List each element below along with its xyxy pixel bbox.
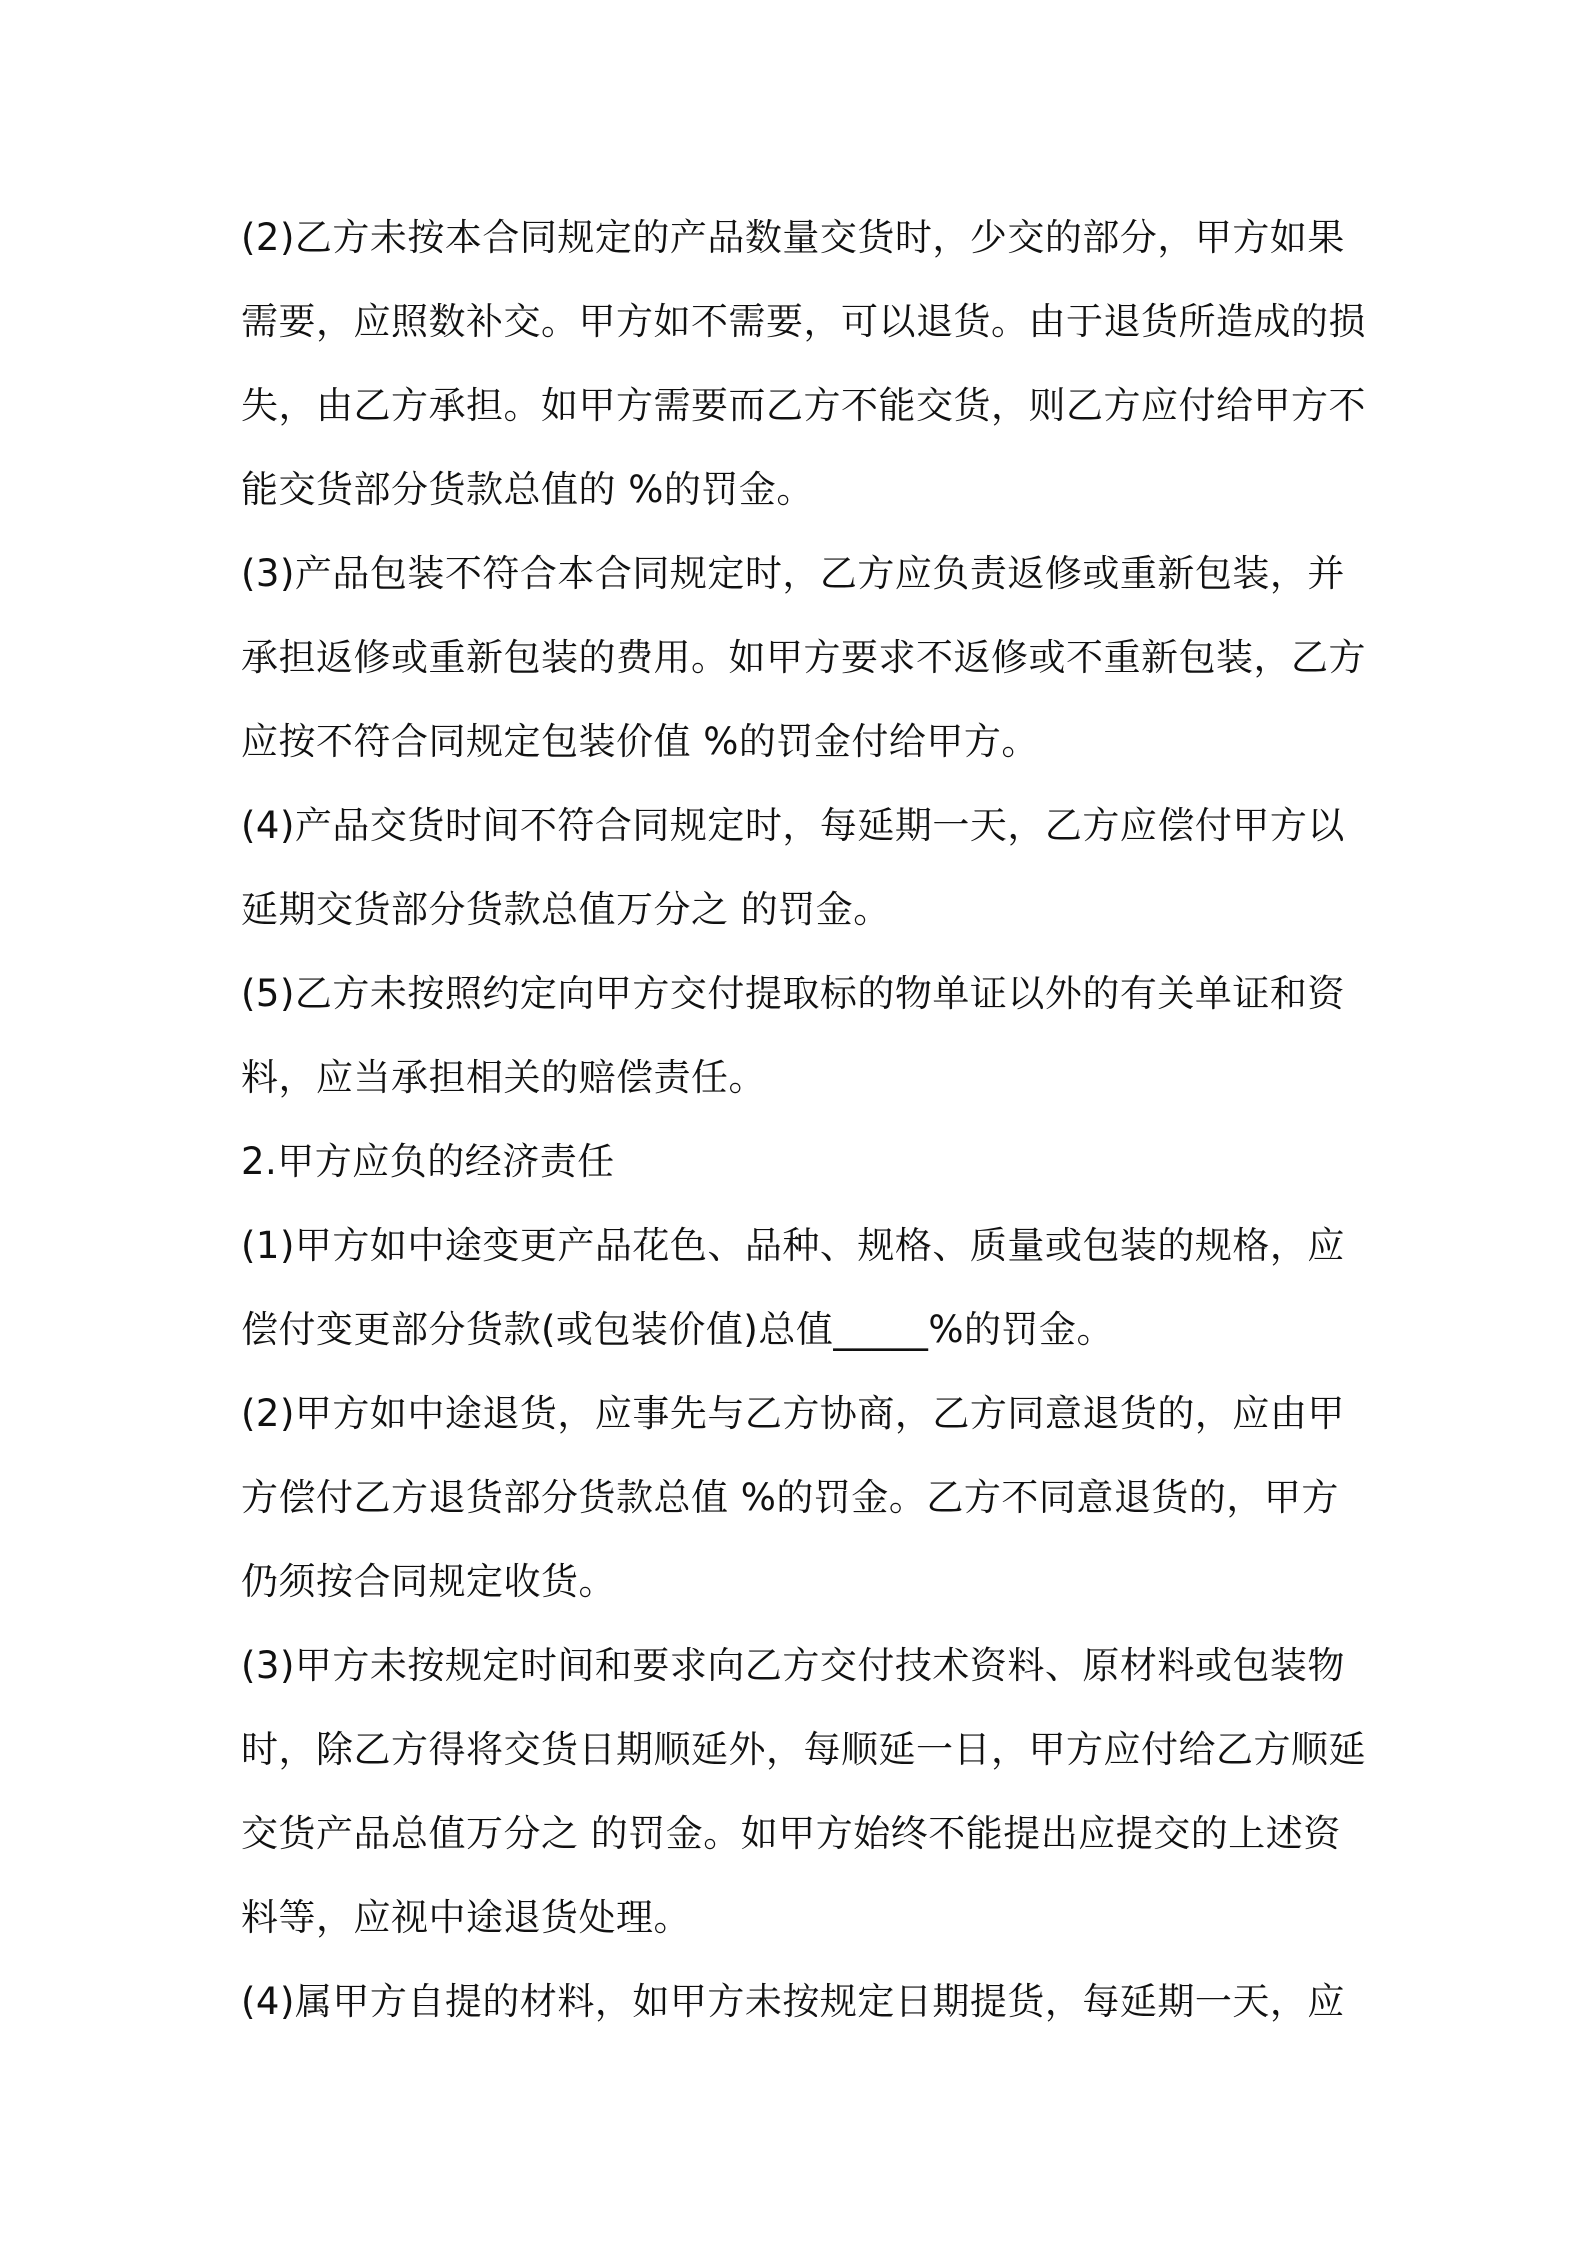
section-heading: 2.甲方应负的经济责任 <box>241 1140 615 1183</box>
text-line: 能交货部分货款总值的 %的罚金。 <box>241 468 814 511</box>
text-line: (2)甲方如中途退货，应事先与乙方协商，乙方同意退货的，应由甲 <box>241 1392 1345 1435</box>
text-line: 时，除乙方得将交货日期顺延外，每顺延一日，甲方应付给乙方顺延 <box>241 1728 1366 1771</box>
text-line: 交货产品总值万分之 的罚金。如甲方始终不能提出应提交的上述资 <box>241 1812 1341 1855</box>
text-line: (3)产品包装不符合本合同规定时，乙方应负责返修或重新包装，并 <box>241 552 1345 595</box>
text-line: 料等，应视中途退货处理。 <box>241 1896 691 1939</box>
text-line: (3)甲方未按规定时间和要求向乙方交付技术资料、原材料或包装物 <box>241 1644 1345 1687</box>
text-line: 应按不符合同规定包装价值 %的罚金付给甲方。 <box>241 720 1039 763</box>
document-body <box>241 196 1366 2044</box>
text-line: 延期交货部分货款总值万分之 的罚金。 <box>241 888 891 931</box>
text-line: 承担返修或重新包装的费用。如甲方要求不返修或不重新包装，乙方 <box>241 636 1366 679</box>
text-line: (5)乙方未按照约定向甲方交付提取标的物单证以外的有关单证和资 <box>241 972 1345 1015</box>
text-line: (4)产品交货时间不符合同规定时，每延期一天，乙方应偿付甲方以 <box>241 804 1345 847</box>
text-line: 需要，应照数补交。甲方如不需要，可以退货。由于退货所造成的损 <box>241 300 1366 343</box>
text-line: 料，应当承担相关的赔偿责任。 <box>241 1056 766 1099</box>
text-line: (1)甲方如中途变更产品花色、品种、规格、质量或包装的规格，应 <box>241 1224 1345 1267</box>
text-line: 失，由乙方承担。如甲方需要而乙方不能交货，则乙方应付给甲方不 <box>241 384 1366 427</box>
text-line: 偿付变更部分货款(或包装价值)总值_____%的罚金。 <box>241 1308 1115 1351</box>
text-line: (4)属甲方自提的材料，如甲方未按规定日期提货，每延期一天，应 <box>241 1980 1345 2023</box>
text-line: (2)乙方未按本合同规定的产品数量交货时，少交的部分，甲方如果 <box>241 216 1345 259</box>
text-line: 方偿付乙方退货部分货款总值 %的罚金。乙方不同意退货的，甲方 <box>241 1476 1339 1519</box>
text-line: 仍须按合同规定收货。 <box>241 1560 616 1603</box>
